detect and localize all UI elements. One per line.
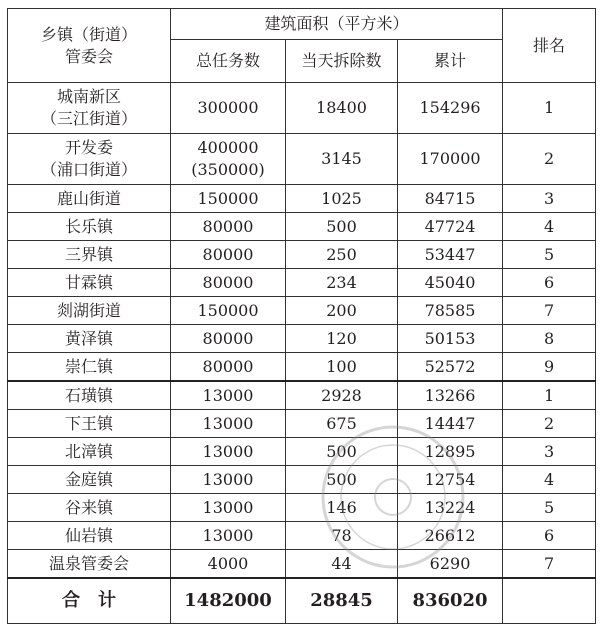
cumulative-cell-text: 12754 — [424, 469, 476, 489]
total-task-cell — [171, 381, 286, 410]
cumulative-cell — [398, 213, 503, 241]
town-cell — [8, 325, 171, 353]
rank-cell-text: 7 — [543, 300, 555, 320]
table-row — [8, 269, 596, 297]
town-cell-text: 石璜镇 — [64, 385, 113, 405]
town-cell — [8, 241, 171, 269]
total-task-cell-text: 13000 — [202, 469, 254, 489]
total-label-cell-text: 合 计 — [62, 590, 116, 611]
today-cell — [286, 325, 398, 353]
total-task-cell — [171, 297, 286, 325]
rank-cell-text: 9 — [543, 356, 555, 376]
rank-cell — [503, 325, 596, 353]
town-cell — [8, 494, 171, 522]
town-cell-text: 仙岩镇 — [64, 525, 113, 545]
cumulative-cell-text: 6290 — [429, 553, 471, 573]
total-task-sum-cell — [171, 578, 286, 624]
table-row — [8, 83, 596, 134]
cumulative-cell — [398, 325, 503, 353]
cumulative-cell — [398, 297, 503, 325]
total-label-cell — [8, 578, 171, 624]
total-task-cell-text: 80000 — [202, 244, 254, 264]
town-cell-text: 城南新区 — [56, 87, 121, 106]
cumulative-cell-text: 14447 — [424, 413, 476, 433]
rank-cell-text: 3 — [543, 441, 555, 461]
rank-cell — [503, 550, 596, 579]
total-task-cell — [171, 522, 286, 550]
today-cell — [286, 522, 398, 550]
town-cell — [8, 550, 171, 579]
rank-cell-text: 5 — [543, 497, 555, 517]
cumulative-cell — [398, 466, 503, 494]
header-cumulative: 累计 — [398, 40, 503, 83]
cumulative-cell-text: 12895 — [424, 441, 476, 461]
table-row — [8, 241, 596, 269]
rank-cell-text: 3 — [543, 188, 555, 208]
header-total-task: 总任务数 — [171, 40, 286, 83]
town-cell — [8, 410, 171, 438]
rank-cell-text: 5 — [543, 244, 555, 264]
town-cell-text: 北漳镇 — [64, 441, 113, 461]
town-cell — [8, 353, 171, 382]
table-row — [8, 550, 596, 579]
cumulative-cell-text: 78585 — [424, 300, 476, 320]
rank-cell — [503, 213, 596, 241]
rank-cell — [503, 381, 596, 410]
table-row — [8, 185, 596, 213]
total-task-sum-cell-text: 1482000 — [184, 590, 272, 611]
cumulative-cell-text: 154296 — [419, 98, 481, 117]
rank-cell-text: 1 — [543, 385, 555, 405]
table-row — [8, 494, 596, 522]
town-cell-text: 下王镇 — [64, 413, 113, 433]
total-task-cell — [171, 269, 286, 297]
cumulative-sum-cell-text: 836020 — [412, 590, 488, 611]
table-row — [8, 213, 596, 241]
town-cell — [8, 297, 171, 325]
cumulative-cell — [398, 353, 503, 382]
today-cell-text: 2928 — [321, 385, 362, 405]
today-cell — [286, 438, 398, 466]
cumulative-cell — [398, 83, 503, 134]
rank-cell — [503, 494, 596, 522]
total-task-cell — [171, 353, 286, 382]
cumulative-cell-text: 53447 — [424, 244, 476, 264]
total-task-cell-text: 13000 — [202, 441, 254, 461]
cumulative-cell-text: 13224 — [424, 497, 476, 517]
today-cell — [286, 213, 398, 241]
cumulative-cell-text: 84715 — [424, 188, 476, 208]
total-task-cell-text: 80000 — [202, 356, 254, 376]
rank-cell-text: 2 — [543, 149, 555, 168]
today-cell-text: 146 — [326, 497, 357, 517]
total-task-cell-text: 80000 — [202, 272, 254, 292]
rank-cell — [503, 83, 596, 134]
table-row — [8, 297, 596, 325]
rank-cell-text: 8 — [543, 328, 555, 348]
town-cell-text: 鹿山街道 — [56, 188, 121, 208]
today-cell — [286, 241, 398, 269]
today-cell-text: 200 — [326, 300, 357, 320]
today-cell — [286, 134, 398, 185]
total-task-cell — [171, 410, 286, 438]
table-row — [8, 134, 596, 185]
total-task-cell-sub: (350000) — [191, 160, 265, 179]
total-task-cell-text: 150000 — [197, 188, 259, 208]
total-row — [8, 578, 596, 624]
total-task-cell-text: 300000 — [197, 98, 259, 117]
total-task-cell — [171, 494, 286, 522]
cumulative-cell-text: 45040 — [424, 272, 476, 292]
total-task-cell — [171, 83, 286, 134]
today-cell — [286, 410, 398, 438]
table-row — [8, 466, 596, 494]
town-cell-text: 崇仁镇 — [64, 356, 113, 376]
cumulative-cell — [398, 381, 503, 410]
today-sum-cell — [286, 578, 398, 624]
today-cell — [286, 466, 398, 494]
today-cell-text: 500 — [326, 216, 357, 236]
town-cell — [8, 466, 171, 494]
today-cell — [286, 269, 398, 297]
cumulative-sum-cell — [398, 578, 503, 624]
today-cell — [286, 83, 398, 134]
town-cell — [8, 83, 171, 134]
cumulative-cell — [398, 438, 503, 466]
today-sum-cell-text: 28845 — [310, 590, 373, 611]
town-cell-text: 开发委 — [64, 138, 113, 157]
town-cell-text: 黄泽镇 — [64, 328, 113, 348]
header-town-line1: 乡镇（街道） — [40, 24, 137, 44]
today-cell-text: 100 — [326, 356, 357, 376]
today-cell-text: 120 — [326, 328, 357, 348]
total-task-cell-text: 80000 — [202, 216, 254, 236]
town-cell — [8, 185, 171, 213]
rank-cell — [503, 353, 596, 382]
cumulative-cell — [398, 241, 503, 269]
table-row — [8, 325, 596, 353]
table-row — [8, 353, 596, 382]
header-town-line2: 管委会 — [64, 46, 113, 66]
total-task-cell — [171, 241, 286, 269]
total-task-cell — [171, 325, 286, 353]
demolition-table — [7, 8, 596, 624]
rank-cell-text: 2 — [543, 413, 555, 433]
cumulative-cell — [398, 134, 503, 185]
rank-cell-text: 1 — [543, 98, 555, 117]
rank-blank-cell — [503, 578, 596, 624]
rank-cell — [503, 466, 596, 494]
town-cell-sub: （浦口街道） — [40, 160, 137, 179]
table-row — [8, 522, 596, 550]
today-cell — [286, 297, 398, 325]
town-cell — [8, 134, 171, 185]
rank-cell-text: 7 — [543, 553, 555, 573]
today-cell-text: 234 — [326, 272, 357, 292]
today-cell — [286, 185, 398, 213]
town-cell-text: 剡湖街道 — [56, 300, 121, 320]
header-row-1 — [8, 9, 596, 40]
town-cell-text: 三界镇 — [64, 244, 113, 264]
rank-cell — [503, 410, 596, 438]
today-cell — [286, 381, 398, 410]
cumulative-cell — [398, 550, 503, 579]
town-cell-text: 甘霖镇 — [64, 272, 113, 292]
today-cell — [286, 550, 398, 579]
cumulative-cell-text: 50153 — [424, 328, 476, 348]
table-row — [8, 381, 596, 410]
cumulative-cell-text: 52572 — [424, 356, 476, 376]
total-task-cell-text: 13000 — [202, 385, 254, 405]
rank-cell-text: 4 — [543, 216, 555, 236]
today-cell-text: 44 — [331, 553, 352, 573]
rank-cell — [503, 438, 596, 466]
today-cell — [286, 353, 398, 382]
cumulative-cell — [398, 494, 503, 522]
cumulative-cell-text: 47724 — [424, 216, 476, 236]
town-cell-text: 金庭镇 — [64, 469, 113, 489]
rank-cell — [503, 241, 596, 269]
rank-cell — [503, 185, 596, 213]
today-cell-text: 1025 — [321, 188, 362, 208]
today-cell-text: 78 — [331, 525, 352, 545]
town-cell — [8, 213, 171, 241]
cumulative-cell — [398, 410, 503, 438]
cumulative-cell-text: 13266 — [424, 385, 476, 405]
total-task-cell — [171, 550, 286, 579]
rank-cell — [503, 297, 596, 325]
rank-cell — [503, 134, 596, 185]
town-cell — [8, 438, 171, 466]
total-task-cell-text: 13000 — [202, 497, 254, 517]
total-task-cell-text: 80000 — [202, 328, 254, 348]
today-cell-text: 675 — [326, 413, 357, 433]
rank-cell-text: 6 — [543, 525, 555, 545]
today-cell — [286, 494, 398, 522]
today-cell-text: 18400 — [316, 98, 367, 117]
cumulative-cell — [398, 522, 503, 550]
rank-cell — [503, 269, 596, 297]
table-row — [8, 410, 596, 438]
town-cell — [8, 269, 171, 297]
header-rank: 排名 — [503, 9, 596, 83]
town-cell-sub: （三江街道） — [40, 109, 137, 128]
today-cell-text: 500 — [326, 441, 357, 461]
cumulative-cell-text: 26612 — [424, 525, 476, 545]
table-row — [8, 438, 596, 466]
rank-cell — [503, 522, 596, 550]
total-task-cell-text: 150000 — [197, 300, 259, 320]
rank-cell-text: 4 — [543, 469, 555, 489]
total-task-cell — [171, 185, 286, 213]
town-cell-text: 温泉管委会 — [48, 553, 129, 573]
today-cell-text: 250 — [326, 244, 357, 264]
total-task-cell-text: 400000 — [197, 138, 259, 157]
town-cell-text: 长乐镇 — [64, 216, 113, 236]
header-today: 当天拆除数 — [286, 40, 398, 83]
total-task-cell — [171, 438, 286, 466]
cumulative-cell-text: 170000 — [419, 149, 481, 168]
header-town — [8, 9, 171, 83]
rank-cell-text: 6 — [543, 272, 555, 292]
total-task-cell-text: 13000 — [202, 413, 254, 433]
today-cell-text: 500 — [326, 469, 357, 489]
total-task-cell — [171, 466, 286, 494]
town-cell — [8, 381, 171, 410]
town-cell-text: 谷来镇 — [64, 497, 113, 517]
total-task-cell — [171, 134, 286, 185]
header-area-group: 建筑面积（平方米） — [171, 9, 503, 40]
total-task-cell-text: 13000 — [202, 525, 254, 545]
town-cell — [8, 522, 171, 550]
total-task-cell-text: 4000 — [207, 553, 249, 573]
total-task-cell — [171, 213, 286, 241]
today-cell-text: 3145 — [321, 149, 362, 168]
cumulative-cell — [398, 269, 503, 297]
cumulative-cell — [398, 185, 503, 213]
